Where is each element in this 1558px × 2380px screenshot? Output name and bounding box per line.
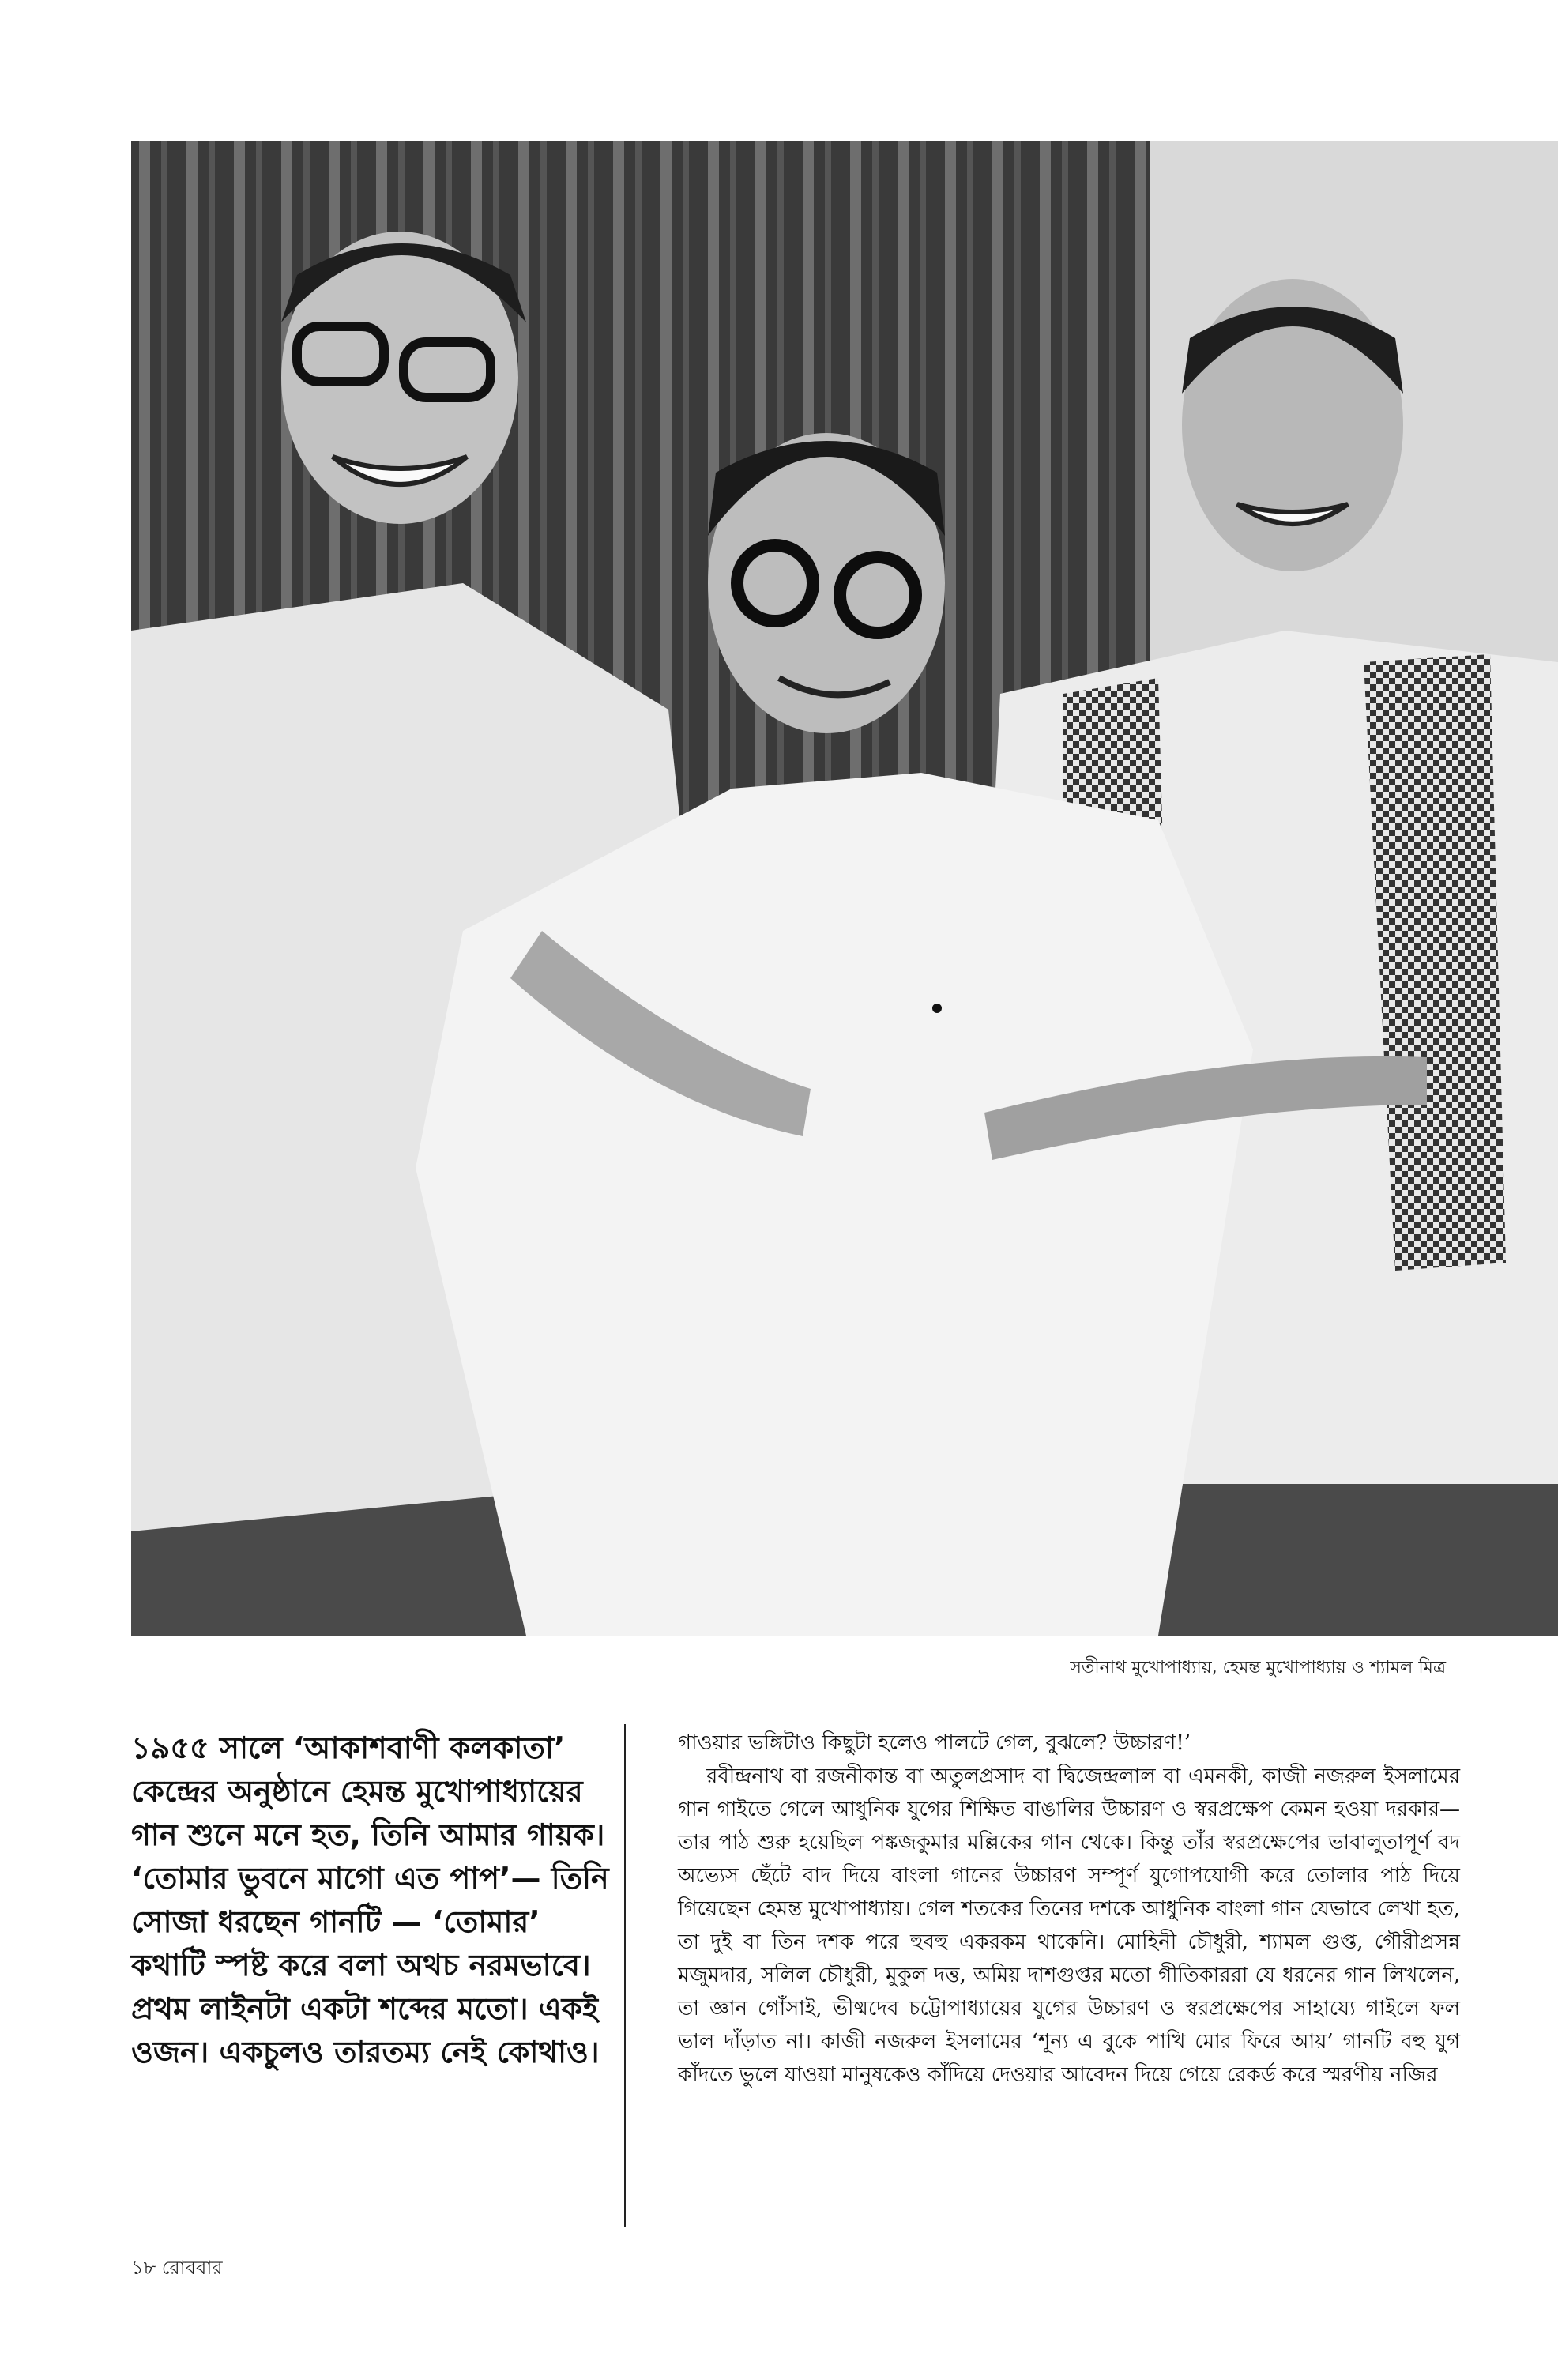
photo-illustration — [131, 141, 1558, 1636]
pull-quote — [131, 1727, 613, 2074]
article-paragraph: গাওয়ার ভঙ্গিটাও কিছুটা হলেও পালটে গেল, বুঝলে? উচ্চারণ!’ — [678, 1731, 1191, 1755]
column-divider — [624, 1724, 626, 2227]
photograph — [131, 141, 1558, 1636]
page-folio: ১৮ রোববার — [131, 2257, 223, 2279]
photo-caption: সতীনাথ মুখোপাধ্যায়, হেমন্ত মুখোপাধ্যায় ও শ্যামল মিত্র — [1070, 1658, 1446, 1678]
article-paragraph: রবীন্দ্রনাথ বা রজনীকান্ত বা অতুলপ্রসাদ বা দ্বিজেন্দ্রলাল বা এমনকী, কাজী নজরুল ইসলামের গান গাইতে গেলে আধুনিক যুগের শিক্ষিত বাঙালির উচ্চারণ ও স্বরপ্রক্ষেপ কেমন হওয়া দরকার— তার পাঠ শুরু হয়েছিল পঙ্কজকুমার মল্লিকের গান থেকে। কিন্তু তাঁর স্বরপ্রক্ষেপের ভাবালুতাপূর্ণ বদ অভ্যেস ছেঁটে বাদ দিয়ে বাংলা গানের উচ্চারণ সম্পূর্ণ যুগোপযোগী করে তোলার পাঠ দিয়ে গিয়েছেন হেমন্ত মুখোপাধ্যায়। গেল শতকের তিনের দশকে আধুনিক বাংলা গান যেভাবে লেখা হত, তা দুই বা তিন দশক পরে হুবহু একরকম থাকেনি। মোহিনী চৌধুরী, শ্যামল গুপ্ত, গৌরীপ্রসন্ন মজুমদার, সলিল চৌধুরী, মুকুল দত্ত, অমিয় দাশগুপ্তর মতো গীতিকাররা যে ধরনের গান লিখলেন, তা জ্ঞান গোঁসাই, ভীষ্মদেব চট্টোপাধ্যায়ের যুগের উচ্চারণ ও স্বরপ্রক্ষেপের সাহায্যে গাইলে ফল ভাল দাঁড়াত না। কাজী নজরুল ইসলামের ‘শূন্য এ বুকে পাখি মোর ফিরে আয়’ গানটি বহু যুগ কাঁদতে ভুলে যাওয়া মানুষকেও কাঁদিয়ে দেওয়ার আবেদন দিয়ে গেয়ে রেকর্ড করে স্মরণীয় নজির — [678, 1764, 1460, 2087]
pull-quote-text: ১৯৫৫ সালে ‘আকাশবাণী কলকাতা’ কেন্দ্রের অনুষ্ঠানে হেমন্ত মুখোপাধ্যায়ের গান শুনে মনে হত, তিনি আমার গায়ক। ‘তোমার ভুবনে মাগো এত পাপ’— তিনি সোজা ধরছেন গানটি — ‘তোমার’ কথাটি স্পষ্ট করে বলা অথচ নরমভাবে। প্রথম লাইনটা একটা শব্দের মতো। একই ওজন। একচুলও তারতম্য নেই কোথাও। — [131, 1730, 609, 2069]
article-body — [678, 1727, 1460, 2092]
